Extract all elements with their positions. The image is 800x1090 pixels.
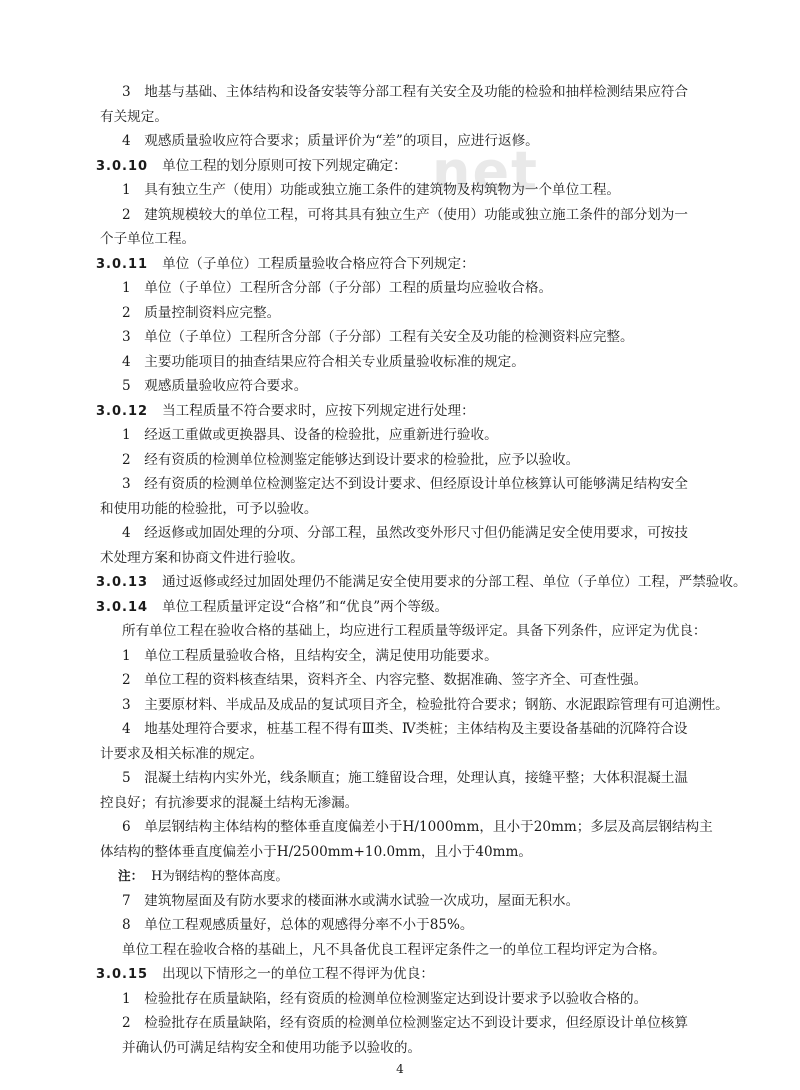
line-text: 3 单位（子单位）工程所含分部（子分部）工程有关安全及功能的检测资料应完整。: [122, 329, 634, 345]
line-text: 单位工程质量评定设“合格”和“优良”两个等级。: [162, 598, 449, 615]
text-line: [0, 325, 800, 350]
text-line: [0, 766, 800, 791]
text-line: [0, 644, 800, 669]
text-line: [0, 889, 800, 914]
text-line: [0, 497, 800, 522]
text-line: [0, 448, 800, 473]
text-line: [0, 570, 800, 595]
text-line: [0, 399, 800, 424]
line-text: 6 单层钢结构主体结构的整体垂直度偏差小于H/1000mm，且小于20mm；多层及高层钢结构主: [122, 819, 713, 835]
line-text: 单位工程的划分原则可按下列规定确定：: [162, 157, 407, 174]
line-text: 有关规定。: [100, 108, 168, 125]
line-text: 术处理方案和协商文件进行验收。: [100, 549, 304, 566]
note-label: 注：: [118, 868, 144, 883]
text-line: [0, 840, 800, 865]
line-text: 3 地基与基础、主体结构和设备安装等分部工程有关安全及功能的检验和抽样检测结果应符合: [122, 84, 688, 100]
text-line: [0, 227, 800, 252]
text-line: [0, 203, 800, 228]
text-line: [0, 301, 800, 326]
text-line: [0, 619, 800, 644]
line-text: 3 主要原材料、半成品及成品的复试项目齐全，检验批符合要求；钢筋、水泥跟踪管理有可追溯性。: [122, 696, 729, 713]
line-text: 1 检验批存在质量缺陷，经有资质的检测单位检测鉴定达到设计要求予以验收合格的。: [122, 990, 648, 1007]
line-text: 出现以下情形之一的单位工程不得评为优良：: [162, 966, 434, 982]
text-line: [0, 105, 800, 130]
line-text: 并确认仍可满足结构安全和使用功能予以验收的。: [122, 1039, 422, 1056]
text-body: [0, 80, 800, 1060]
line-text: 5 观感质量验收应符合要求。: [122, 378, 308, 394]
line-text: 控良好；有抗渗要求的混凝土结构无渗漏。: [100, 794, 359, 811]
line-text: 2 质量控制资料应完整。: [122, 304, 281, 321]
section-number: 3.0.14: [96, 599, 149, 615]
text-line: [0, 350, 800, 375]
line-text: 通过返修或经过加固处理仍不能满足安全使用要求的分部工程、单位（子单位）工程，严禁验收。: [162, 574, 747, 590]
line-text: 个子单位工程。: [100, 231, 196, 247]
line-text: 计要求及相关标准的规定。: [100, 745, 264, 762]
text-line: [0, 1036, 800, 1061]
text-line: [0, 938, 800, 963]
text-line: [0, 374, 800, 399]
section-number: 3.0.12: [96, 403, 149, 419]
text-line: [0, 668, 800, 693]
line-text: 2 建筑规模较大的单位工程，可将其具有独立生产（使用）功能或独立施工条件的部分划为一: [122, 206, 688, 223]
line-text: 7 建筑物屋面及有防水要求的楼面淋水或满水试验一次成功，屋面无积水。: [122, 892, 580, 909]
line-text: 1 具有独立生产（使用）功能或独立施工条件的建筑物及构筑物为一个单位工程。: [122, 182, 621, 198]
text-line: [0, 742, 800, 767]
text-line: [0, 423, 800, 448]
line-text: 1 经返工重做或更换器具、设备的检验批，应重新进行验收。: [122, 427, 498, 443]
line-text: 4 主要功能项目的抽查结果应符合相关专业质量验收标准的规定。: [122, 353, 525, 370]
page-number: 4: [396, 1062, 404, 1076]
line-text: 5 混凝土结构内实外光，线条顺直；施工缝留设合理，处理认真，接缝平整；大体积混凝土温: [122, 770, 688, 786]
text-line: [0, 252, 800, 277]
line-text: 4 观感质量验收应符合要求；质量评价为“差”的项目，应进行返修。: [122, 133, 539, 149]
section-number: 3.0.11: [96, 256, 149, 272]
line-text: 单位工程在验收合格的基础上，凡不具备优良工程评定条件之一的单位工程均评定为合格。: [122, 941, 666, 958]
text-line: [0, 791, 800, 816]
line-text: 单位（子单位）工程质量验收合格应符合下列规定：: [162, 255, 475, 272]
text-line: [0, 276, 800, 301]
text-line: [0, 815, 800, 840]
line-text: 所有单位工程在验收合格的基础上，均应进行工程质量等级评定。具备下列条件，应评定为优良：: [122, 623, 707, 639]
watermark: net: [432, 140, 539, 203]
text-line: [0, 154, 800, 179]
line-text: 和使用功能的检验批，可予以验收。: [100, 500, 318, 517]
line-text: 2 经有资质的检测单位检测鉴定能够达到设计要求的检验批，应予以验收。: [122, 451, 580, 468]
text-line: [0, 521, 800, 546]
line-text: 2 检验批存在质量缺陷，经有资质的检测单位检测鉴定达不到设计要求，但经原设计单位核算: [122, 1015, 688, 1031]
line-text: 8 单位工程观感质量好，总体的观感得分率不小于85%。: [122, 917, 474, 933]
line-text: 1 单位（子单位）工程所含分部（子分部）工程的质量均应验收合格。: [122, 280, 553, 296]
line-text: 1 单位工程质量验收合格，且结构安全，满足使用功能要求。: [122, 647, 498, 664]
text-line: [0, 1011, 800, 1036]
section-number: 3.0.13: [96, 575, 149, 590]
text-line: [0, 595, 800, 620]
line-text: 4 地基处理符合要求，桩基工程不得有Ⅲ类、Ⅳ类桩；主体结构及主要设备基础的沉降符合设: [122, 721, 688, 737]
text-line: [0, 80, 800, 105]
text-line: [0, 693, 800, 718]
line-text: 体结构的整体垂直度偏差小于H/2500mm+10.0mm，且小于40mm。: [100, 843, 533, 860]
line-text: 当工程质量不符合要求时，应按下列规定进行处理：: [162, 402, 475, 419]
text-line: [0, 129, 800, 154]
text-line: [0, 472, 800, 497]
text-line: [0, 987, 800, 1012]
text-line: [0, 864, 800, 889]
text-line: [0, 962, 800, 987]
text-line: [0, 178, 800, 203]
section-number: 3.0.10: [96, 158, 149, 174]
line-text: 2 单位工程的资料核查结果，资料齐全、内容完整、数据准确、签字齐全、可查性强。: [122, 672, 648, 688]
line-text: 4 经返修或加固处理的分项、分部工程，虽然改变外形尺寸但仍能满足安全使用要求，可按技: [122, 525, 688, 541]
text-line: [0, 913, 800, 938]
text-line: [0, 717, 800, 742]
line-text: 3 经有资质的检测单位检测鉴定达不到设计要求、但经原设计单位核算认可能够满足结构安全: [122, 476, 688, 492]
section-number: 3.0.15: [96, 967, 149, 982]
text-line: [0, 546, 800, 571]
line-text: H为钢结构的整体高度。: [151, 868, 289, 883]
